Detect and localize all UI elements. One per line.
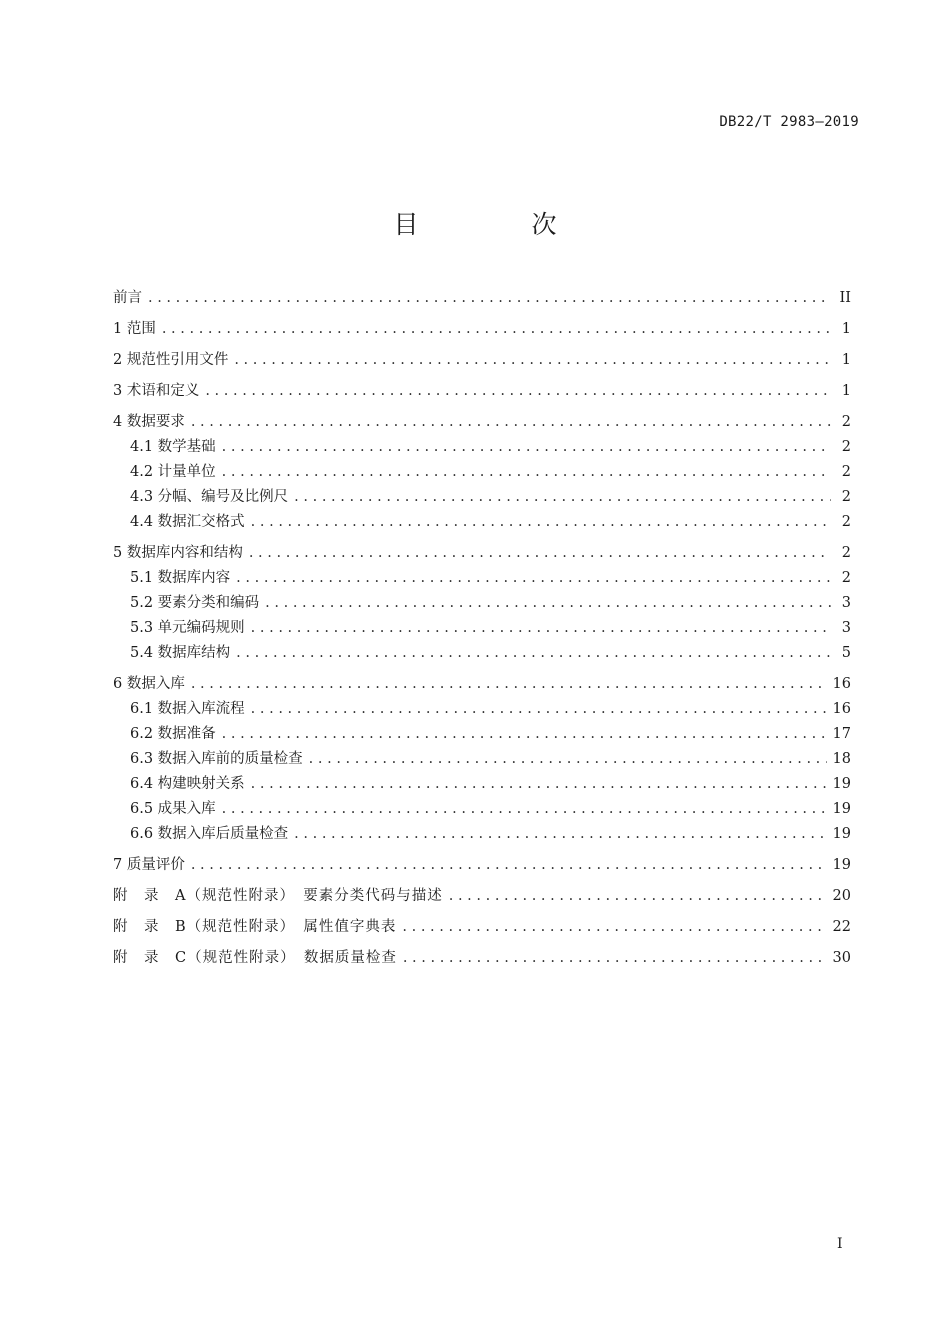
toc-entry-page: 2 bbox=[841, 464, 851, 480]
toc-entry-label: 3 术语和定义 bbox=[113, 383, 200, 399]
toc-entry-label: 6.1 数据入库流程 bbox=[130, 701, 245, 717]
toc-leader-dots bbox=[148, 286, 831, 311]
toc-entry-label: 4.1 数学基础 bbox=[130, 439, 216, 455]
toc-leader-dots bbox=[294, 485, 831, 510]
toc-entry-page: 19 bbox=[832, 801, 851, 817]
toc-entry-page: 2 bbox=[841, 439, 851, 455]
toc-leader-dots bbox=[162, 317, 831, 342]
toc-entry[interactable] bbox=[113, 797, 851, 822]
toc-entry-label: 附 录 C（规范性附录） 数据质量检查 bbox=[113, 950, 397, 966]
toc-entry-page: 22 bbox=[832, 919, 851, 935]
toc-entry-label: 附 录 A（规范性附录） 要素分类代码与描述 bbox=[113, 888, 443, 904]
toc-entry[interactable] bbox=[113, 460, 851, 485]
toc-leader-dots bbox=[205, 379, 831, 404]
toc-entry-label: 6.4 构建映射关系 bbox=[130, 776, 245, 792]
toc-leader-dots bbox=[236, 566, 831, 591]
toc-entry-page: 20 bbox=[832, 888, 851, 904]
toc-entry-page: 2 bbox=[841, 514, 851, 530]
toc-leader-dots bbox=[265, 591, 831, 616]
toc-leader-dots bbox=[294, 822, 826, 847]
toc-leader-dots bbox=[222, 435, 831, 460]
toc-leader-dots bbox=[403, 946, 827, 971]
toc-entry-page: 2 bbox=[841, 414, 851, 430]
toc-leader-dots bbox=[449, 884, 827, 909]
toc-entry[interactable] bbox=[113, 946, 851, 971]
toc-entry[interactable] bbox=[113, 510, 851, 535]
toc-entry[interactable] bbox=[113, 915, 851, 940]
standard-code: DB22/T 2983—2019 bbox=[719, 114, 859, 130]
toc-entry-page: 18 bbox=[832, 751, 851, 767]
toc-leader-dots bbox=[251, 510, 831, 535]
toc-entry-page: 1 bbox=[841, 321, 851, 337]
toc-entry-label: 5.4 数据库结构 bbox=[130, 645, 231, 661]
toc-entry-page: II bbox=[839, 290, 851, 306]
toc-leader-dots bbox=[191, 410, 831, 435]
toc-entry[interactable] bbox=[113, 853, 851, 878]
toc-entry-label: 4.2 计量单位 bbox=[130, 464, 216, 480]
toc-leader-dots bbox=[249, 541, 831, 566]
toc-entry-page: 2 bbox=[841, 545, 851, 561]
toc-entry-label: 5.2 要素分类和编码 bbox=[130, 595, 260, 611]
toc-entry[interactable] bbox=[113, 772, 851, 797]
toc-entry-page: 3 bbox=[841, 595, 851, 611]
toc-entry-label: 4.4 数据汇交格式 bbox=[130, 514, 245, 530]
toc-entry[interactable] bbox=[113, 435, 851, 460]
toc-entry[interactable] bbox=[113, 641, 851, 666]
table-of-contents bbox=[113, 286, 851, 971]
toc-entry-label: 6.5 成果入库 bbox=[130, 801, 216, 817]
toc-entry-page: 2 bbox=[841, 489, 851, 505]
toc-entry-label: 6.2 数据准备 bbox=[130, 726, 216, 742]
toc-entry-label: 2 规范性引用文件 bbox=[113, 352, 229, 368]
footer-page-number: I bbox=[837, 1236, 843, 1252]
toc-entry-label: 4 数据要求 bbox=[113, 414, 185, 430]
toc-leader-dots bbox=[191, 672, 827, 697]
toc-entry-page: 3 bbox=[841, 620, 851, 636]
toc-entry[interactable] bbox=[113, 485, 851, 510]
toc-leader-dots bbox=[222, 797, 827, 822]
toc-leader-dots bbox=[234, 348, 831, 373]
toc-leader-dots bbox=[236, 641, 831, 666]
toc-entry[interactable] bbox=[113, 672, 851, 697]
toc-entry-page: 30 bbox=[832, 950, 851, 966]
toc-entry-label: 1 范围 bbox=[113, 321, 156, 337]
toc-entry[interactable] bbox=[113, 616, 851, 641]
toc-leader-dots bbox=[251, 697, 827, 722]
toc-leader-dots bbox=[222, 722, 827, 747]
toc-leader-dots bbox=[251, 616, 831, 641]
toc-entry-page: 19 bbox=[832, 826, 851, 842]
toc-entry-label: 5 数据库内容和结构 bbox=[113, 545, 243, 561]
toc-entry[interactable] bbox=[113, 348, 851, 373]
toc-entry-label: 5.3 单元编码规则 bbox=[130, 620, 245, 636]
page-title: 目 次 bbox=[393, 210, 601, 239]
toc-entry-page: 19 bbox=[832, 857, 851, 873]
toc-leader-dots bbox=[309, 747, 827, 772]
toc-entry[interactable] bbox=[113, 410, 851, 435]
toc-entry[interactable] bbox=[113, 591, 851, 616]
toc-entry-page: 19 bbox=[832, 776, 851, 792]
toc-entry[interactable] bbox=[113, 747, 851, 772]
toc-entry-page: 17 bbox=[832, 726, 851, 742]
toc-entry[interactable] bbox=[113, 566, 851, 591]
toc-entry[interactable] bbox=[113, 317, 851, 342]
toc-entry[interactable] bbox=[113, 286, 851, 311]
toc-entry-page: 2 bbox=[841, 570, 851, 586]
toc-entry-label: 前言 bbox=[113, 290, 142, 306]
toc-entry-page: 1 bbox=[841, 383, 851, 399]
toc-entry-page: 16 bbox=[832, 701, 851, 717]
toc-entry-label: 6 数据入库 bbox=[113, 676, 185, 692]
toc-leader-dots bbox=[191, 853, 827, 878]
toc-entry[interactable] bbox=[113, 884, 851, 909]
toc-entry-label: 附 录 B（规范性附录） 属性值字典表 bbox=[113, 919, 397, 935]
toc-entry[interactable] bbox=[113, 697, 851, 722]
toc-entry[interactable] bbox=[113, 722, 851, 747]
toc-entry-page: 1 bbox=[841, 352, 851, 368]
toc-entry-label: 6.3 数据入库前的质量检查 bbox=[130, 751, 303, 767]
toc-leader-dots bbox=[251, 772, 827, 797]
toc-entry[interactable] bbox=[113, 822, 851, 847]
toc-entry-label: 7 质量评价 bbox=[113, 857, 185, 873]
toc-entry-page: 5 bbox=[841, 645, 851, 661]
toc-entry[interactable] bbox=[113, 541, 851, 566]
toc-leader-dots bbox=[402, 915, 826, 940]
toc-entry-page: 16 bbox=[832, 676, 851, 692]
toc-entry-label: 6.6 数据入库后质量检查 bbox=[130, 826, 289, 842]
toc-entry-label: 5.1 数据库内容 bbox=[130, 570, 231, 586]
toc-entry[interactable] bbox=[113, 379, 851, 404]
toc-leader-dots bbox=[222, 460, 831, 485]
toc-entry-label: 4.3 分幅、编号及比例尺 bbox=[130, 489, 289, 505]
